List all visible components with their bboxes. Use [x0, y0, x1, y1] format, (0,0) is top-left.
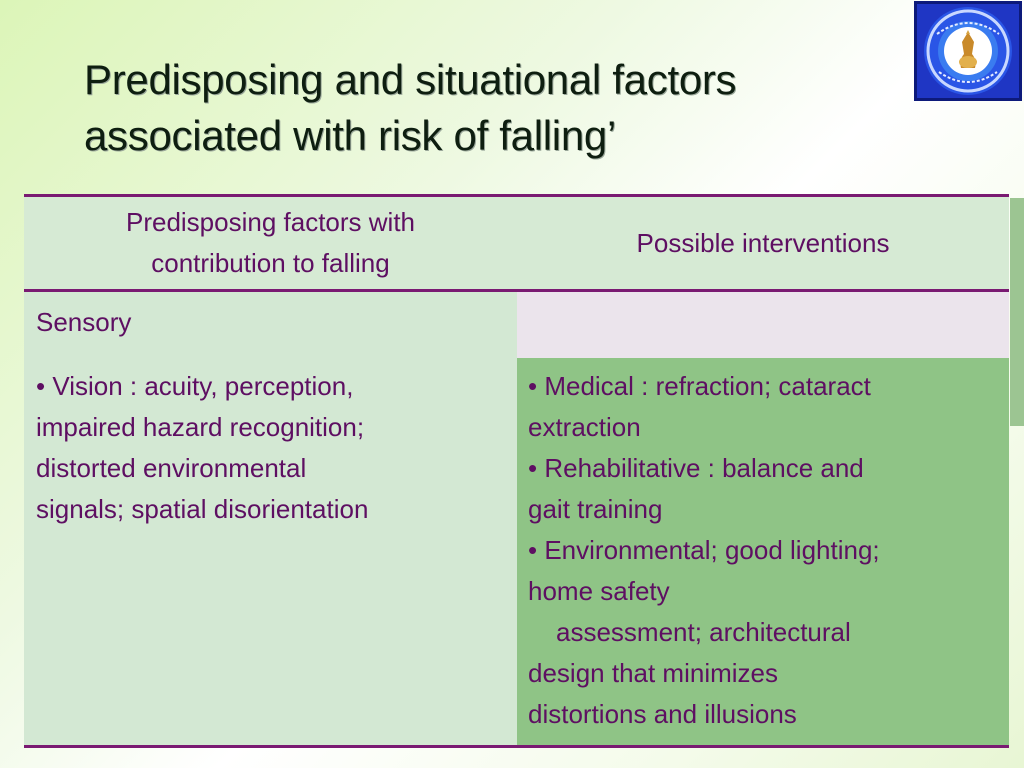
header-left-line-2: contribution to falling	[151, 248, 390, 278]
table-rule-bottom	[24, 745, 1009, 748]
section-label: Sensory	[36, 307, 132, 337]
intervention-line: • Environmental; good lighting;	[528, 535, 880, 565]
slide-title-line-2: associated with risk of falling’	[84, 112, 616, 159]
header-cell-factors	[24, 197, 517, 289]
table-rule-top	[24, 194, 1009, 197]
section-cell-empty	[517, 292, 1009, 358]
factor-cell-vision	[24, 358, 517, 746]
intervention-line: design that minimizes	[528, 658, 778, 688]
intervention-cell-vision	[517, 358, 1009, 746]
intervention-line: gait training	[528, 494, 663, 524]
factor-line: • Vision : acuity, perception,	[36, 371, 354, 401]
slide-title-line-1: Predisposing and situational factors	[84, 56, 737, 103]
header-right-label: Possible interventions	[636, 227, 890, 258]
university-seal-icon	[914, 1, 1022, 101]
factor-line: distorted environmental	[36, 453, 307, 483]
table-shadow	[1010, 198, 1024, 426]
intervention-line: home safety	[528, 576, 670, 606]
intervention-line: assessment; architectural	[556, 617, 851, 647]
slide-title	[84, 52, 904, 164]
intervention-line: • Medical : refraction; cataract	[528, 371, 871, 401]
table-rule-header	[24, 289, 1009, 292]
factor-line: impaired hazard recognition;	[36, 412, 365, 442]
intervention-line: extraction	[528, 412, 641, 442]
header-cell-interventions	[517, 197, 1009, 289]
factor-line: signals; spatial disorientation	[36, 494, 369, 524]
intervention-line: • Rehabilitative : balance and	[528, 453, 864, 483]
intervention-line: distortions and illusions	[528, 699, 797, 729]
section-cell-sensory	[24, 292, 517, 358]
header-left-line-1: Predisposing factors with	[125, 207, 416, 237]
factors-table	[24, 194, 1009, 748]
